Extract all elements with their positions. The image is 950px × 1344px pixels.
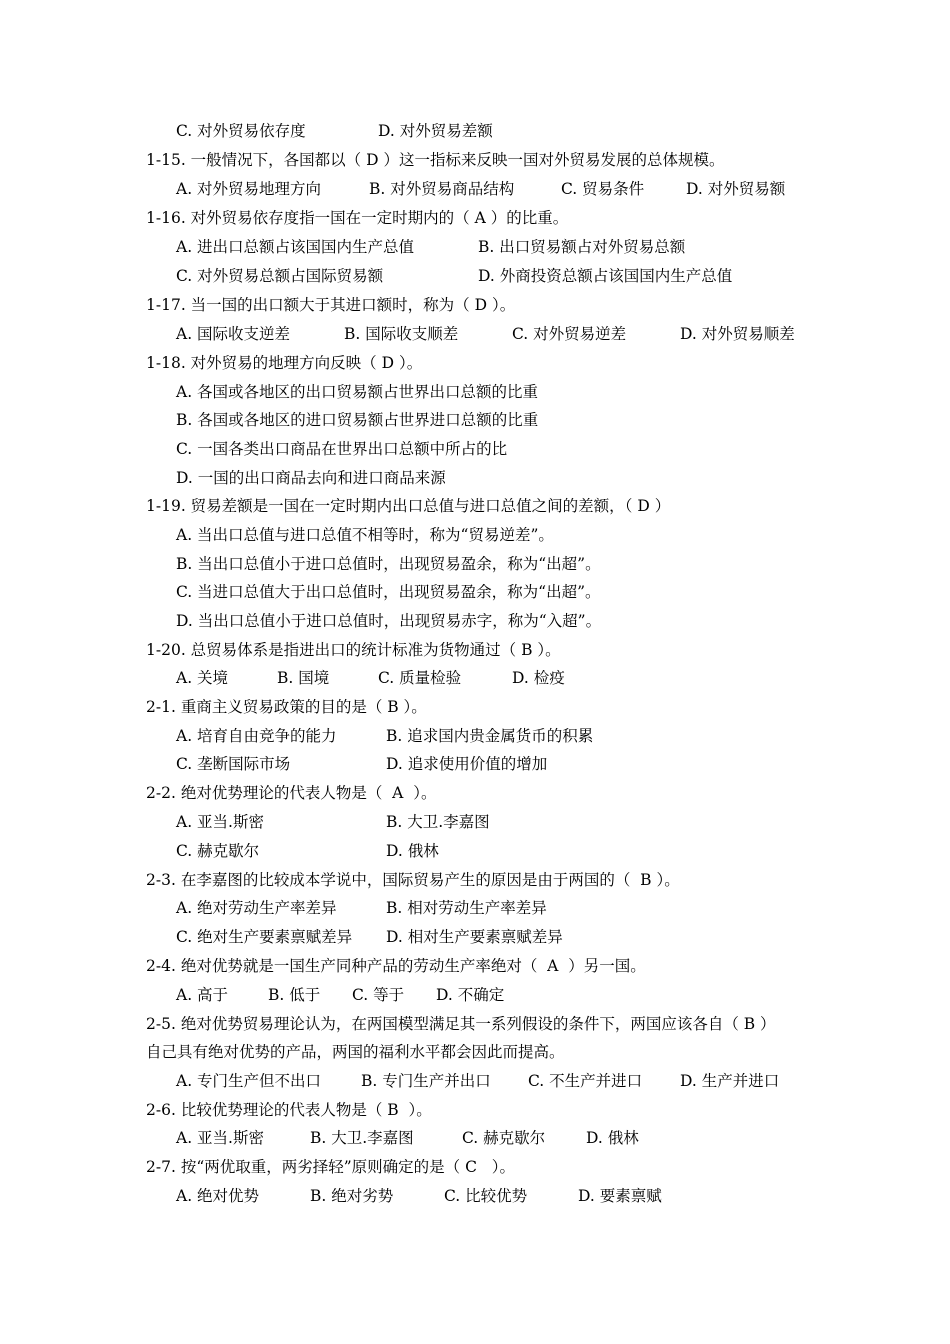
option-item: B. 追求国内贵金属货币的积累 — [386, 727, 594, 745]
option-item: A. 绝对劳动生产率差异 — [176, 899, 337, 917]
option-item: C. 等于 — [352, 986, 405, 1004]
option-item: D. 外商投资总额占该国国内生产总值 — [478, 267, 733, 285]
question-text: 2-1. 重商主义贸易政策的目的是（ B ）。 — [146, 698, 427, 716]
option-item: C. 贸易条件 — [561, 180, 645, 198]
option-item: B. 各国或各地区的进口贸易额占世界进口总额的比重 — [176, 411, 539, 429]
option-item: D. 一国的出口商品去向和进口商品来源 — [176, 469, 446, 487]
option-item: D. 检疫 — [512, 669, 565, 687]
option-item: D. 对外贸易差额 — [378, 122, 493, 140]
option-item: A. 关境 — [176, 669, 229, 687]
question-text: 2-7. 按“两优取重，两劣择轻”原则确定的是（ C ）。 — [146, 1158, 515, 1176]
option-item: D. 要素禀赋 — [578, 1187, 662, 1205]
option-item: B. 相对劳动生产率差异 — [386, 899, 547, 917]
question-text: 2-4. 绝对优势就是一国生产同种产品的劳动生产率绝对（ A ）另一国。 — [146, 957, 646, 975]
question-text: 2-3. 在李嘉图的比较成本学说中，国际贸易产生的原因是由于两国的（ B ）。 — [146, 871, 680, 889]
option-item: A. 亚当.斯密 — [176, 813, 264, 831]
question-text: 2-6. 比较优势理论的代表人物是（ B ）。 — [146, 1101, 432, 1119]
option-item: B. 国际收支顺差 — [344, 325, 459, 343]
option-item: A. 各国或各地区的出口贸易额占世界出口总额的比重 — [176, 383, 539, 401]
option-item: C. 对外贸易逆差 — [512, 325, 627, 343]
option-item: D. 追求使用价值的增加 — [386, 755, 548, 773]
option-item: B. 专门生产并出口 — [361, 1072, 491, 1090]
option-item: C. 当进口总值大于出口总值时，出现贸易盈余，称为“出超”。 — [176, 583, 601, 601]
option-item: D. 当出口总值小于进口总值时，出现贸易赤字，称为“入超”。 — [176, 612, 602, 630]
option-item: C. 对外贸易依存度 — [176, 122, 306, 140]
option-item: A. 亚当.斯密 — [176, 1129, 264, 1147]
option-item: C. 赫克歇尔 — [462, 1129, 546, 1147]
option-item: C. 绝对生产要素禀赋差异 — [176, 928, 353, 946]
option-item: B. 大卫.李嘉图 — [386, 813, 490, 831]
option-item: D. 对外贸易顺差 — [680, 325, 795, 343]
option-item: D. 相对生产要素禀赋差异 — [386, 928, 563, 946]
question-text: 1-18. 对外贸易的地理方向反映（ D ）。 — [146, 354, 423, 372]
option-item: A. 当出口总值与进口总值不相等时，称为“贸易逆差”。 — [176, 526, 554, 544]
option-item: B. 低于 — [268, 986, 321, 1004]
option-item: B. 对外贸易商品结构 — [369, 180, 515, 198]
question-text: 1-15. 一般情况下，各国都以（ D ）这一指标来反映一国对外贸易发展的总体规模。 — [146, 151, 725, 169]
option-item: D. 俄林 — [586, 1129, 639, 1147]
option-item: B. 国境 — [277, 669, 330, 687]
question-text: 自己具有绝对优势的产品，两国的福利水平都会因此而提高。 — [146, 1043, 565, 1061]
question-text: 1-19. 贸易差额是一国在一定时期内出口总值与进口总值之间的差额，（ D ） — [146, 497, 671, 515]
option-item: B. 出口贸易额占对外贸易总额 — [478, 238, 686, 256]
option-item: C. 质量检验 — [378, 669, 462, 687]
option-item: C. 一国各类出口商品在世界出口总额中所占的比 — [176, 440, 508, 458]
option-item: A. 绝对优势 — [176, 1187, 260, 1205]
option-item: A. 专门生产但不出口 — [176, 1072, 322, 1090]
question-text: 1-17. 当一国的出口额大于其进口额时，称为（ D ）。 — [146, 296, 516, 314]
option-item: C. 不生产并进口 — [528, 1072, 643, 1090]
option-item: D. 不确定 — [436, 986, 505, 1004]
option-item: C. 对外贸易总额占国际贸易额 — [176, 267, 384, 285]
option-item: B. 大卫.李嘉图 — [310, 1129, 414, 1147]
option-item: B. 当出口总值小于进口总值时，出现贸易盈余，称为“出超”。 — [176, 555, 601, 573]
option-item: D. 生产并进口 — [680, 1072, 780, 1090]
option-item: B. 绝对劣势 — [310, 1187, 394, 1205]
question-text: 2-2. 绝对优势理论的代表人物是（ A ）。 — [146, 784, 437, 802]
question-text: 2-5. 绝对优势贸易理论认为，在两国模型满足其一系列假设的条件下，两国应该各自（ B ） — [146, 1015, 776, 1033]
option-item: A. 对外贸易地理方向 — [176, 180, 322, 198]
option-item: D. 对外贸易额 — [686, 180, 786, 198]
option-item: C. 比较优势 — [444, 1187, 528, 1205]
option-item: D. 俄林 — [386, 842, 439, 860]
question-text: 1-20. 总贸易体系是指进出口的统计标准为货物通过（ B ）。 — [146, 641, 561, 659]
option-item: C. 垄断国际市场 — [176, 755, 291, 773]
option-item: A. 国际收支逆差 — [176, 325, 291, 343]
question-text: 1-16. 对外贸易依存度指一国在一定时期内的（ A ）的比重。 — [146, 209, 569, 227]
option-item: A. 高于 — [176, 986, 229, 1004]
option-item: C. 赫克歇尔 — [176, 842, 260, 860]
option-item: A. 进出口总额占该国国内生产总值 — [176, 238, 415, 256]
option-item: A. 培育自由竞争的能力 — [176, 727, 337, 745]
